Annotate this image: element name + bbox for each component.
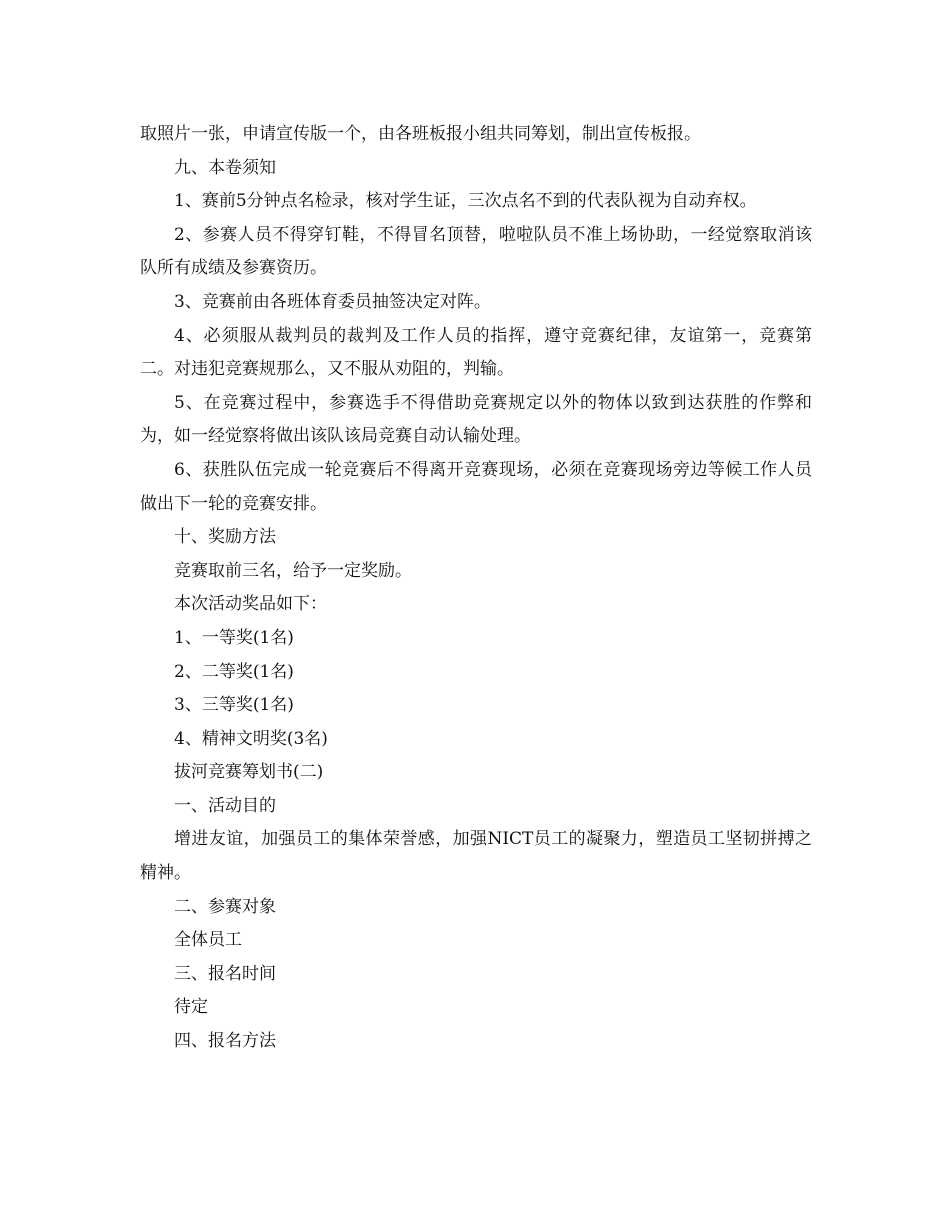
paragraph: 3、竞赛前由各班体育委员抽签决定对阵。 bbox=[174, 291, 491, 312]
paragraph: 待定 bbox=[174, 997, 208, 1018]
paragraph: 取照片一张，申请宣传版一个，由各班板报小组共同筹划，制出宣传板报。 bbox=[140, 124, 701, 144]
document-subtitle: 拔河竞赛筹划书(二) bbox=[174, 762, 324, 783]
paragraph: 2、参赛人员不得穿钉鞋，不得冒名顶替，啦啦队员不准上场协助，一经觉察取消该队所有成绩及参赛资历。 bbox=[140, 224, 812, 279]
paragraph: 全体员工 bbox=[174, 930, 242, 951]
paragraph: 增进友谊，加强员工的集体荣誉感，加强NICT员工的凝聚力，塑造员工坚韧拼搏之精神。 bbox=[140, 829, 812, 884]
section-heading: 三、报名时间 bbox=[174, 963, 276, 984]
section-heading: 四、报名方法 bbox=[174, 1031, 276, 1052]
paragraph: 5、在竞赛过程中，参赛选手不得借助竞赛规定以外的物体以致到达获胜的作弊和为，如一经觉察将做出该队该局竞赛自动认输处理。 bbox=[140, 392, 812, 447]
paragraph: 4、必须服从裁判员的裁判及工作人员的指挥，遵守竞赛纪律，友谊第一，竞赛第二。对违犯竞赛规那么，又不服从劝阻的，判输。 bbox=[140, 325, 812, 380]
list-item: 4、精神文明奖(3名) bbox=[174, 728, 328, 749]
paragraph: 本次活动奖品如下： bbox=[174, 594, 327, 615]
section-heading: 九、本卷须知 bbox=[174, 157, 276, 178]
list-item: 3、三等奖(1名) bbox=[174, 695, 294, 716]
document-body bbox=[140, 118, 812, 1059]
section-heading: 一、活动目的 bbox=[174, 795, 276, 816]
section-heading: 十、奖励方法 bbox=[174, 527, 276, 548]
paragraph: 竞赛取前三名，给予一定奖励。 bbox=[174, 560, 412, 581]
list-item: 2、二等奖(1名) bbox=[174, 661, 294, 682]
section-heading: 二、参赛对象 bbox=[174, 896, 276, 917]
paragraph: 6、获胜队伍完成一轮竞赛后不得离开竞赛现场，必须在竞赛现场旁边等候工作人员做出下一轮的竞赛安排。 bbox=[140, 459, 812, 514]
list-item: 1、一等奖(1名) bbox=[174, 627, 294, 648]
paragraph: 1、赛前5分钟点名检录，核对学生证，三次点名不到的代表队视为自动弃权。 bbox=[174, 191, 757, 212]
